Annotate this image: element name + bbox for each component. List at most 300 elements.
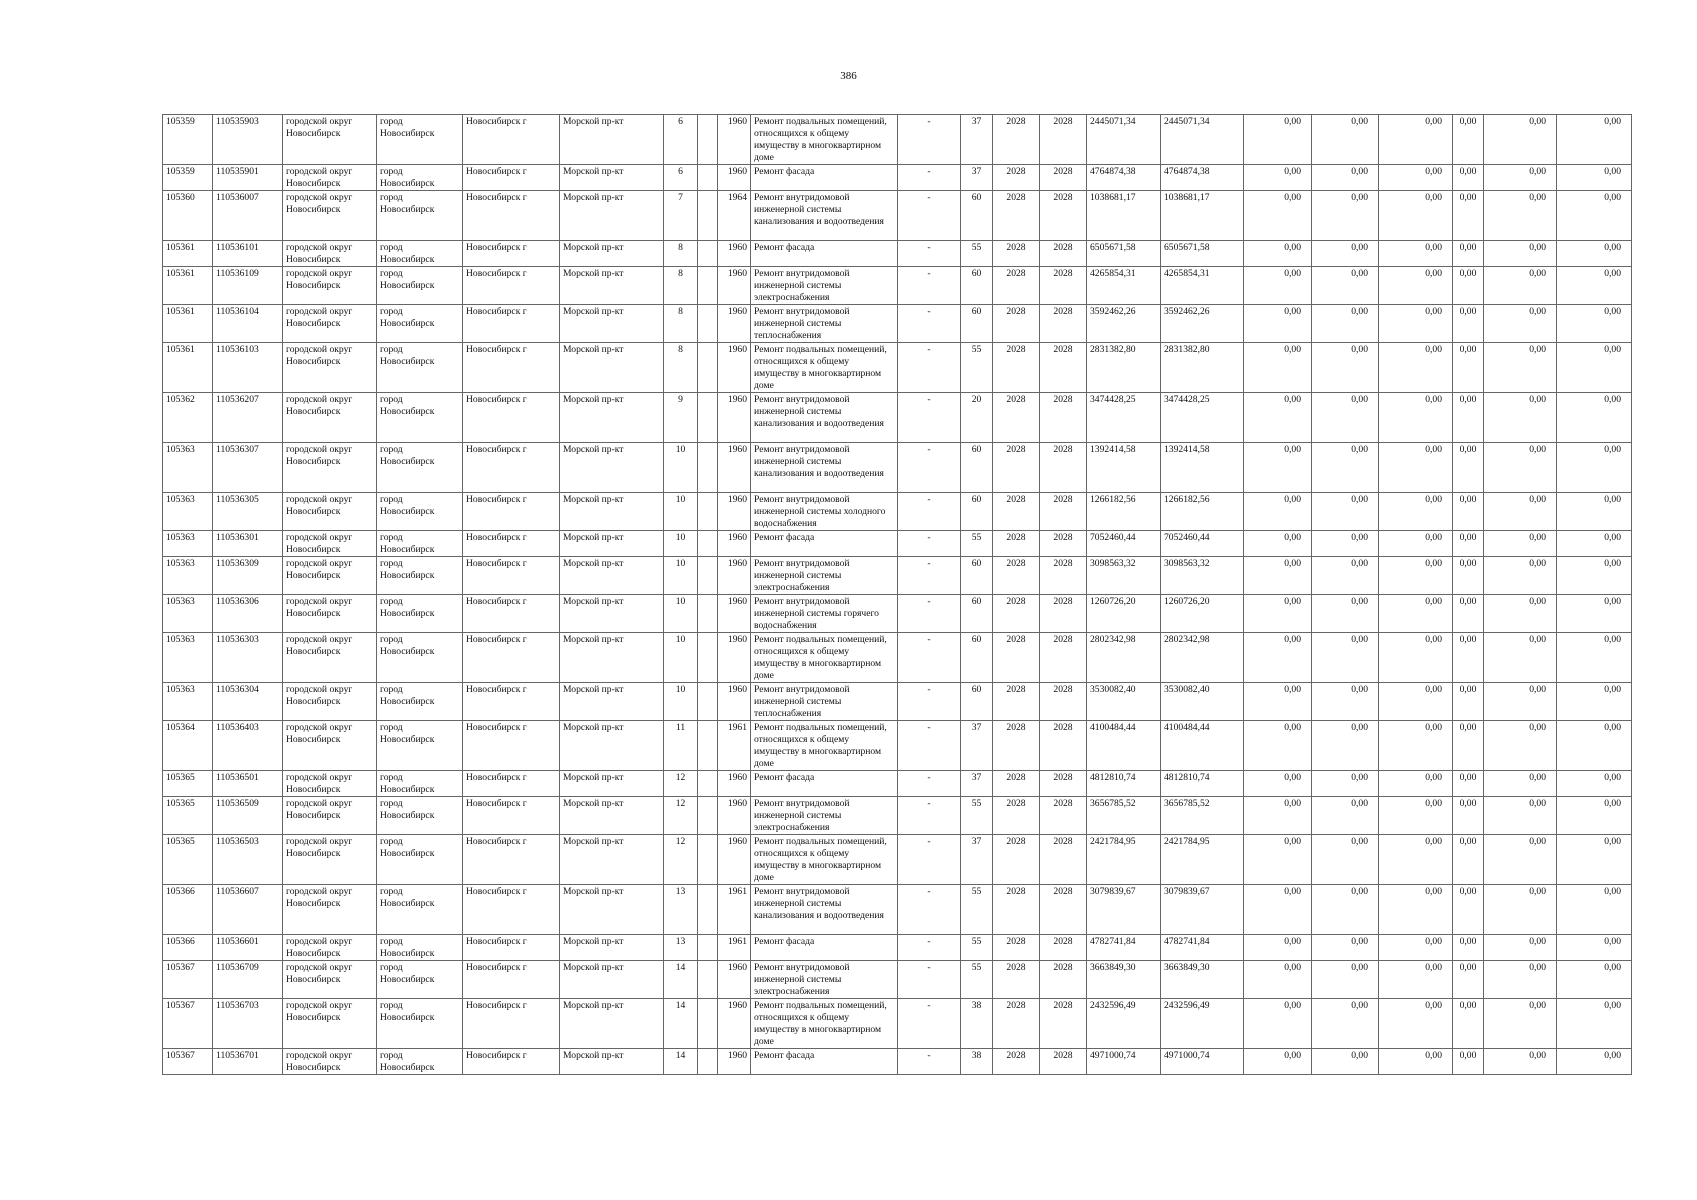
locality-cell: Новосибирск г bbox=[463, 165, 560, 191]
table-row bbox=[163, 999, 1632, 1049]
value-e-cell: 0,00 bbox=[1484, 241, 1557, 267]
value-a-cell: 0,00 bbox=[1244, 835, 1312, 885]
municipal-district-cell: городской округ Новосибирск bbox=[283, 633, 377, 683]
value-f-cell: 0,00 bbox=[1557, 633, 1632, 683]
work-id-cell: 110536509 bbox=[213, 797, 283, 835]
street-cell: Морской пр-кт bbox=[560, 797, 664, 835]
house-number-cell: 7 bbox=[664, 191, 698, 241]
value-f-cell: 0,00 bbox=[1557, 531, 1632, 557]
wear-percent-cell: 60 bbox=[961, 595, 993, 633]
value-e-cell: 0,00 bbox=[1484, 305, 1557, 343]
value-f-cell: 0,00 bbox=[1557, 961, 1632, 999]
dash-cell-cell: - bbox=[898, 771, 961, 797]
value-b-cell: 0,00 bbox=[1312, 531, 1379, 557]
value-c-cell: 0,00 bbox=[1379, 797, 1453, 835]
dash-cell-cell: - bbox=[898, 885, 961, 935]
value-a-cell: 0,00 bbox=[1244, 771, 1312, 797]
building-cell bbox=[698, 305, 718, 343]
building-cell bbox=[698, 961, 718, 999]
value-a-cell: 0,00 bbox=[1244, 1049, 1312, 1075]
value-e-cell: 0,00 bbox=[1484, 267, 1557, 305]
house-id-cell: 105366 bbox=[163, 935, 213, 961]
year-end-cell: 2028 bbox=[1040, 241, 1087, 267]
value-b-cell: 0,00 bbox=[1312, 595, 1379, 633]
street-cell: Морской пр-кт bbox=[560, 721, 664, 771]
value-d-cell: 0,00 bbox=[1453, 557, 1484, 595]
fund-cost-cell: 1266182,56 bbox=[1161, 493, 1244, 531]
locality-cell: Новосибирск г bbox=[463, 961, 560, 999]
municipal-district-cell: городской округ Новосибирск bbox=[283, 797, 377, 835]
value-a-cell: 0,00 bbox=[1244, 999, 1312, 1049]
dash-cell-cell: - bbox=[898, 797, 961, 835]
year-end-cell: 2028 bbox=[1040, 633, 1087, 683]
total-cost-cell: 2802342,98 bbox=[1087, 633, 1161, 683]
value-c-cell: 0,00 bbox=[1379, 343, 1453, 393]
house-number-cell: 10 bbox=[664, 633, 698, 683]
value-e-cell: 0,00 bbox=[1484, 771, 1557, 797]
year-start-cell: 2028 bbox=[993, 343, 1040, 393]
house-number-cell: 14 bbox=[664, 961, 698, 999]
repair-table bbox=[162, 114, 1632, 1075]
dash-cell-cell: - bbox=[898, 393, 961, 443]
house-number-cell: 14 bbox=[664, 999, 698, 1049]
work-type-cell: Ремонт внутридомовой инженерной системы электроснабжения bbox=[751, 961, 898, 999]
house-id-cell: 105363 bbox=[163, 683, 213, 721]
value-e-cell: 0,00 bbox=[1484, 797, 1557, 835]
year-end-cell: 2028 bbox=[1040, 115, 1087, 165]
table-row bbox=[163, 241, 1632, 267]
dash-cell-cell: - bbox=[898, 1049, 961, 1075]
year-start-cell: 2028 bbox=[993, 633, 1040, 683]
building-cell bbox=[698, 393, 718, 443]
value-d-cell: 0,00 bbox=[1453, 305, 1484, 343]
fund-cost-cell: 2445071,34 bbox=[1161, 115, 1244, 165]
value-e-cell: 0,00 bbox=[1484, 935, 1557, 961]
wear-percent-cell: 60 bbox=[961, 557, 993, 595]
wear-percent-cell: 60 bbox=[961, 683, 993, 721]
construction-year-cell: 1960 bbox=[718, 165, 751, 191]
work-type-cell: Ремонт подвальных помещений, относящихся к общему имуществу в многоквартирном доме bbox=[751, 999, 898, 1049]
value-c-cell: 0,00 bbox=[1379, 999, 1453, 1049]
wear-percent-cell: 60 bbox=[961, 443, 993, 493]
building-cell bbox=[698, 165, 718, 191]
house-id-cell: 105360 bbox=[163, 191, 213, 241]
table-row bbox=[163, 683, 1632, 721]
house-id-cell: 105361 bbox=[163, 343, 213, 393]
house-number-cell: 10 bbox=[664, 443, 698, 493]
street-cell: Морской пр-кт bbox=[560, 305, 664, 343]
fund-cost-cell: 4812810,74 bbox=[1161, 771, 1244, 797]
value-a-cell: 0,00 bbox=[1244, 267, 1312, 305]
year-start-cell: 2028 bbox=[993, 393, 1040, 443]
locality-cell: Новосибирск г bbox=[463, 935, 560, 961]
table-row bbox=[163, 885, 1632, 935]
value-a-cell: 0,00 bbox=[1244, 721, 1312, 771]
year-start-cell: 2028 bbox=[993, 493, 1040, 531]
value-f-cell: 0,00 bbox=[1557, 393, 1632, 443]
settlement-cell: город Новосибирск bbox=[377, 115, 463, 165]
work-type-cell: Ремонт внутридомовой инженерной системы теплоснабжения bbox=[751, 683, 898, 721]
value-d-cell: 0,00 bbox=[1453, 835, 1484, 885]
house-number-cell: 8 bbox=[664, 343, 698, 393]
value-f-cell: 0,00 bbox=[1557, 443, 1632, 493]
dash-cell-cell: - bbox=[898, 721, 961, 771]
settlement-cell: город Новосибирск bbox=[377, 999, 463, 1049]
house-id-cell: 105363 bbox=[163, 531, 213, 557]
house-id-cell: 105363 bbox=[163, 633, 213, 683]
building-cell bbox=[698, 771, 718, 797]
value-d-cell: 0,00 bbox=[1453, 393, 1484, 443]
fund-cost-cell: 3079839,67 bbox=[1161, 885, 1244, 935]
work-type-cell: Ремонт внутридомовой инженерной системы теплоснабжения bbox=[751, 305, 898, 343]
construction-year-cell: 1960 bbox=[718, 393, 751, 443]
value-d-cell: 0,00 bbox=[1453, 241, 1484, 267]
construction-year-cell: 1960 bbox=[718, 771, 751, 797]
fund-cost-cell: 3592462,26 bbox=[1161, 305, 1244, 343]
work-id-cell: 110535901 bbox=[213, 165, 283, 191]
house-id-cell: 105361 bbox=[163, 241, 213, 267]
municipal-district-cell: городской округ Новосибирск bbox=[283, 961, 377, 999]
building-cell bbox=[698, 493, 718, 531]
house-number-cell: 14 bbox=[664, 1049, 698, 1075]
value-b-cell: 0,00 bbox=[1312, 1049, 1379, 1075]
locality-cell: Новосибирск г bbox=[463, 443, 560, 493]
year-end-cell: 2028 bbox=[1040, 191, 1087, 241]
value-a-cell: 0,00 bbox=[1244, 443, 1312, 493]
house-number-cell: 13 bbox=[664, 935, 698, 961]
value-c-cell: 0,00 bbox=[1379, 961, 1453, 999]
house-number-cell: 9 bbox=[664, 393, 698, 443]
value-c-cell: 0,00 bbox=[1379, 595, 1453, 633]
value-b-cell: 0,00 bbox=[1312, 115, 1379, 165]
building-cell bbox=[698, 797, 718, 835]
municipal-district-cell: городской округ Новосибирск bbox=[283, 165, 377, 191]
locality-cell: Новосибирск г bbox=[463, 1049, 560, 1075]
total-cost-cell: 3592462,26 bbox=[1087, 305, 1161, 343]
value-c-cell: 0,00 bbox=[1379, 633, 1453, 683]
value-d-cell: 0,00 bbox=[1453, 531, 1484, 557]
table-row bbox=[163, 935, 1632, 961]
locality-cell: Новосибирск г bbox=[463, 595, 560, 633]
wear-percent-cell: 60 bbox=[961, 191, 993, 241]
value-d-cell: 0,00 bbox=[1453, 493, 1484, 531]
value-f-cell: 0,00 bbox=[1557, 835, 1632, 885]
value-e-cell: 0,00 bbox=[1484, 683, 1557, 721]
settlement-cell: город Новосибирск bbox=[377, 531, 463, 557]
table-row bbox=[163, 305, 1632, 343]
fund-cost-cell: 2802342,98 bbox=[1161, 633, 1244, 683]
house-id-cell: 105363 bbox=[163, 557, 213, 595]
value-e-cell: 0,00 bbox=[1484, 191, 1557, 241]
construction-year-cell: 1960 bbox=[718, 961, 751, 999]
wear-percent-cell: 55 bbox=[961, 241, 993, 267]
value-e-cell: 0,00 bbox=[1484, 557, 1557, 595]
year-end-cell: 2028 bbox=[1040, 531, 1087, 557]
value-d-cell: 0,00 bbox=[1453, 1049, 1484, 1075]
fund-cost-cell: 4971000,74 bbox=[1161, 1049, 1244, 1075]
street-cell: Морской пр-кт bbox=[560, 191, 664, 241]
wear-percent-cell: 60 bbox=[961, 633, 993, 683]
wear-percent-cell: 55 bbox=[961, 797, 993, 835]
value-c-cell: 0,00 bbox=[1379, 191, 1453, 241]
value-b-cell: 0,00 bbox=[1312, 935, 1379, 961]
settlement-cell: город Новосибирск bbox=[377, 343, 463, 393]
settlement-cell: город Новосибирск bbox=[377, 721, 463, 771]
year-end-cell: 2028 bbox=[1040, 343, 1087, 393]
street-cell: Морской пр-кт bbox=[560, 885, 664, 935]
dash-cell-cell: - bbox=[898, 305, 961, 343]
work-type-cell: Ремонт подвальных помещений, относящихся к общему имуществу в многоквартирном доме bbox=[751, 115, 898, 165]
locality-cell: Новосибирск г bbox=[463, 885, 560, 935]
locality-cell: Новосибирск г bbox=[463, 493, 560, 531]
year-end-cell: 2028 bbox=[1040, 595, 1087, 633]
building-cell bbox=[698, 595, 718, 633]
value-c-cell: 0,00 bbox=[1379, 531, 1453, 557]
municipal-district-cell: городской округ Новосибирск bbox=[283, 493, 377, 531]
construction-year-cell: 1960 bbox=[718, 595, 751, 633]
work-id-cell: 110536601 bbox=[213, 935, 283, 961]
dash-cell-cell: - bbox=[898, 267, 961, 305]
table-row bbox=[163, 557, 1632, 595]
wear-percent-cell: 55 bbox=[961, 885, 993, 935]
house-id-cell: 105365 bbox=[163, 797, 213, 835]
wear-percent-cell: 37 bbox=[961, 771, 993, 797]
street-cell: Морской пр-кт bbox=[560, 935, 664, 961]
construction-year-cell: 1960 bbox=[718, 835, 751, 885]
dash-cell-cell: - bbox=[898, 999, 961, 1049]
total-cost-cell: 3663849,30 bbox=[1087, 961, 1161, 999]
work-type-cell: Ремонт подвальных помещений, относящихся к общему имуществу в многоквартирном доме bbox=[751, 721, 898, 771]
construction-year-cell: 1960 bbox=[718, 531, 751, 557]
value-e-cell: 0,00 bbox=[1484, 343, 1557, 393]
street-cell: Морской пр-кт bbox=[560, 1049, 664, 1075]
value-f-cell: 0,00 bbox=[1557, 1049, 1632, 1075]
work-type-cell: Ремонт внутридомовой инженерной системы канализования и водоотведения bbox=[751, 885, 898, 935]
value-f-cell: 0,00 bbox=[1557, 595, 1632, 633]
year-end-cell: 2028 bbox=[1040, 493, 1087, 531]
fund-cost-cell: 6505671,58 bbox=[1161, 241, 1244, 267]
value-a-cell: 0,00 bbox=[1244, 115, 1312, 165]
construction-year-cell: 1960 bbox=[718, 557, 751, 595]
value-f-cell: 0,00 bbox=[1557, 797, 1632, 835]
work-id-cell: 110536304 bbox=[213, 683, 283, 721]
house-number-cell: 11 bbox=[664, 721, 698, 771]
construction-year-cell: 1960 bbox=[718, 443, 751, 493]
dash-cell-cell: - bbox=[898, 165, 961, 191]
value-d-cell: 0,00 bbox=[1453, 267, 1484, 305]
dash-cell-cell: - bbox=[898, 531, 961, 557]
year-end-cell: 2028 bbox=[1040, 885, 1087, 935]
table-row bbox=[163, 961, 1632, 999]
building-cell bbox=[698, 241, 718, 267]
table-row bbox=[163, 633, 1632, 683]
work-type-cell: Ремонт фасада bbox=[751, 241, 898, 267]
value-c-cell: 0,00 bbox=[1379, 241, 1453, 267]
value-f-cell: 0,00 bbox=[1557, 493, 1632, 531]
work-type-cell: Ремонт подвальных помещений, относящихся к общему имуществу в многоквартирном доме bbox=[751, 633, 898, 683]
fund-cost-cell: 4782741,84 bbox=[1161, 935, 1244, 961]
year-end-cell: 2028 bbox=[1040, 935, 1087, 961]
work-type-cell: Ремонт внутридомовой инженерной системы канализования и водоотведения bbox=[751, 191, 898, 241]
construction-year-cell: 1964 bbox=[718, 191, 751, 241]
value-b-cell: 0,00 bbox=[1312, 343, 1379, 393]
fund-cost-cell: 4764874,38 bbox=[1161, 165, 1244, 191]
work-id-cell: 110536503 bbox=[213, 835, 283, 885]
work-type-cell: Ремонт внутридомовой инженерной системы горячего водоснабжения bbox=[751, 595, 898, 633]
value-f-cell: 0,00 bbox=[1557, 241, 1632, 267]
house-id-cell: 105367 bbox=[163, 1049, 213, 1075]
value-b-cell: 0,00 bbox=[1312, 797, 1379, 835]
total-cost-cell: 1260726,20 bbox=[1087, 595, 1161, 633]
work-type-cell: Ремонт фасада bbox=[751, 771, 898, 797]
fund-cost-cell: 3663849,30 bbox=[1161, 961, 1244, 999]
municipal-district-cell: городской округ Новосибирск bbox=[283, 115, 377, 165]
total-cost-cell: 2421784,95 bbox=[1087, 835, 1161, 885]
year-start-cell: 2028 bbox=[993, 443, 1040, 493]
value-f-cell: 0,00 bbox=[1557, 305, 1632, 343]
value-c-cell: 0,00 bbox=[1379, 771, 1453, 797]
work-type-cell: Ремонт внутридомовой инженерной системы холодного водоснабжения bbox=[751, 493, 898, 531]
construction-year-cell: 1960 bbox=[718, 999, 751, 1049]
settlement-cell: город Новосибирск bbox=[377, 443, 463, 493]
work-id-cell: 110536103 bbox=[213, 343, 283, 393]
fund-cost-cell: 3098563,32 bbox=[1161, 557, 1244, 595]
work-id-cell: 110536701 bbox=[213, 1049, 283, 1075]
value-a-cell: 0,00 bbox=[1244, 885, 1312, 935]
municipal-district-cell: городской округ Новосибирск bbox=[283, 191, 377, 241]
locality-cell: Новосибирск г bbox=[463, 531, 560, 557]
value-c-cell: 0,00 bbox=[1379, 1049, 1453, 1075]
value-b-cell: 0,00 bbox=[1312, 771, 1379, 797]
value-d-cell: 0,00 bbox=[1453, 771, 1484, 797]
settlement-cell: город Новосибирск bbox=[377, 885, 463, 935]
wear-percent-cell: 55 bbox=[961, 343, 993, 393]
value-c-cell: 0,00 bbox=[1379, 267, 1453, 305]
work-id-cell: 110536703 bbox=[213, 999, 283, 1049]
value-c-cell: 0,00 bbox=[1379, 443, 1453, 493]
value-d-cell: 0,00 bbox=[1453, 115, 1484, 165]
work-type-cell: Ремонт внутридомовой инженерной системы электроснабжения bbox=[751, 557, 898, 595]
total-cost-cell: 1038681,17 bbox=[1087, 191, 1161, 241]
work-id-cell: 110536709 bbox=[213, 961, 283, 999]
construction-year-cell: 1960 bbox=[718, 683, 751, 721]
wear-percent-cell: 55 bbox=[961, 531, 993, 557]
value-f-cell: 0,00 bbox=[1557, 721, 1632, 771]
locality-cell: Новосибирск г bbox=[463, 241, 560, 267]
total-cost-cell: 3098563,32 bbox=[1087, 557, 1161, 595]
house-id-cell: 105359 bbox=[163, 165, 213, 191]
construction-year-cell: 1961 bbox=[718, 935, 751, 961]
building-cell bbox=[698, 557, 718, 595]
work-type-cell: Ремонт фасада bbox=[751, 165, 898, 191]
wear-percent-cell: 60 bbox=[961, 493, 993, 531]
value-a-cell: 0,00 bbox=[1244, 241, 1312, 267]
work-type-cell: Ремонт фасада bbox=[751, 935, 898, 961]
work-id-cell: 110536607 bbox=[213, 885, 283, 935]
dash-cell-cell: - bbox=[898, 443, 961, 493]
fund-cost-cell: 1038681,17 bbox=[1161, 191, 1244, 241]
settlement-cell: город Новосибирск bbox=[377, 165, 463, 191]
construction-year-cell: 1960 bbox=[718, 633, 751, 683]
year-start-cell: 2028 bbox=[993, 1049, 1040, 1075]
construction-year-cell: 1961 bbox=[718, 885, 751, 935]
value-b-cell: 0,00 bbox=[1312, 683, 1379, 721]
municipal-district-cell: городской округ Новосибирск bbox=[283, 771, 377, 797]
year-end-cell: 2028 bbox=[1040, 961, 1087, 999]
settlement-cell: город Новосибирск bbox=[377, 797, 463, 835]
total-cost-cell: 3656785,52 bbox=[1087, 797, 1161, 835]
dash-cell-cell: - bbox=[898, 493, 961, 531]
building-cell bbox=[698, 935, 718, 961]
work-id-cell: 110536309 bbox=[213, 557, 283, 595]
locality-cell: Новосибирск г bbox=[463, 267, 560, 305]
value-d-cell: 0,00 bbox=[1453, 999, 1484, 1049]
value-f-cell: 0,00 bbox=[1557, 165, 1632, 191]
house-number-cell: 8 bbox=[664, 305, 698, 343]
value-d-cell: 0,00 bbox=[1453, 721, 1484, 771]
value-a-cell: 0,00 bbox=[1244, 393, 1312, 443]
value-c-cell: 0,00 bbox=[1379, 835, 1453, 885]
dash-cell-cell: - bbox=[898, 835, 961, 885]
street-cell: Морской пр-кт bbox=[560, 241, 664, 267]
value-e-cell: 0,00 bbox=[1484, 531, 1557, 557]
total-cost-cell: 3079839,67 bbox=[1087, 885, 1161, 935]
locality-cell: Новосибирск г bbox=[463, 683, 560, 721]
municipal-district-cell: городской округ Новосибирск bbox=[283, 683, 377, 721]
street-cell: Морской пр-кт bbox=[560, 443, 664, 493]
value-b-cell: 0,00 bbox=[1312, 721, 1379, 771]
value-a-cell: 0,00 bbox=[1244, 961, 1312, 999]
locality-cell: Новосибирск г bbox=[463, 557, 560, 595]
value-b-cell: 0,00 bbox=[1312, 165, 1379, 191]
house-id-cell: 105359 bbox=[163, 115, 213, 165]
year-start-cell: 2028 bbox=[993, 797, 1040, 835]
house-id-cell: 105364 bbox=[163, 721, 213, 771]
wear-percent-cell: 55 bbox=[961, 935, 993, 961]
house-number-cell: 8 bbox=[664, 241, 698, 267]
house-number-cell: 10 bbox=[664, 557, 698, 595]
locality-cell: Новосибирск г bbox=[463, 343, 560, 393]
value-d-cell: 0,00 bbox=[1453, 683, 1484, 721]
settlement-cell: город Новосибирск bbox=[377, 191, 463, 241]
fund-cost-cell: 2432596,49 bbox=[1161, 999, 1244, 1049]
house-number-cell: 12 bbox=[664, 835, 698, 885]
settlement-cell: город Новосибирск bbox=[377, 683, 463, 721]
value-f-cell: 0,00 bbox=[1557, 557, 1632, 595]
value-b-cell: 0,00 bbox=[1312, 557, 1379, 595]
value-a-cell: 0,00 bbox=[1244, 165, 1312, 191]
building-cell bbox=[698, 267, 718, 305]
table-row bbox=[163, 797, 1632, 835]
value-b-cell: 0,00 bbox=[1312, 999, 1379, 1049]
value-a-cell: 0,00 bbox=[1244, 683, 1312, 721]
fund-cost-cell: 2421784,95 bbox=[1161, 835, 1244, 885]
total-cost-cell: 4971000,74 bbox=[1087, 1049, 1161, 1075]
total-cost-cell: 2831382,80 bbox=[1087, 343, 1161, 393]
house-id-cell: 105361 bbox=[163, 267, 213, 305]
street-cell: Морской пр-кт bbox=[560, 557, 664, 595]
total-cost-cell: 3530082,40 bbox=[1087, 683, 1161, 721]
work-id-cell: 110536501 bbox=[213, 771, 283, 797]
year-end-cell: 2028 bbox=[1040, 267, 1087, 305]
construction-year-cell: 1960 bbox=[718, 797, 751, 835]
value-e-cell: 0,00 bbox=[1484, 835, 1557, 885]
wear-percent-cell: 55 bbox=[961, 961, 993, 999]
settlement-cell: город Новосибирск bbox=[377, 493, 463, 531]
year-start-cell: 2028 bbox=[993, 595, 1040, 633]
work-id-cell: 110536109 bbox=[213, 267, 283, 305]
municipal-district-cell: городской округ Новосибирск bbox=[283, 343, 377, 393]
